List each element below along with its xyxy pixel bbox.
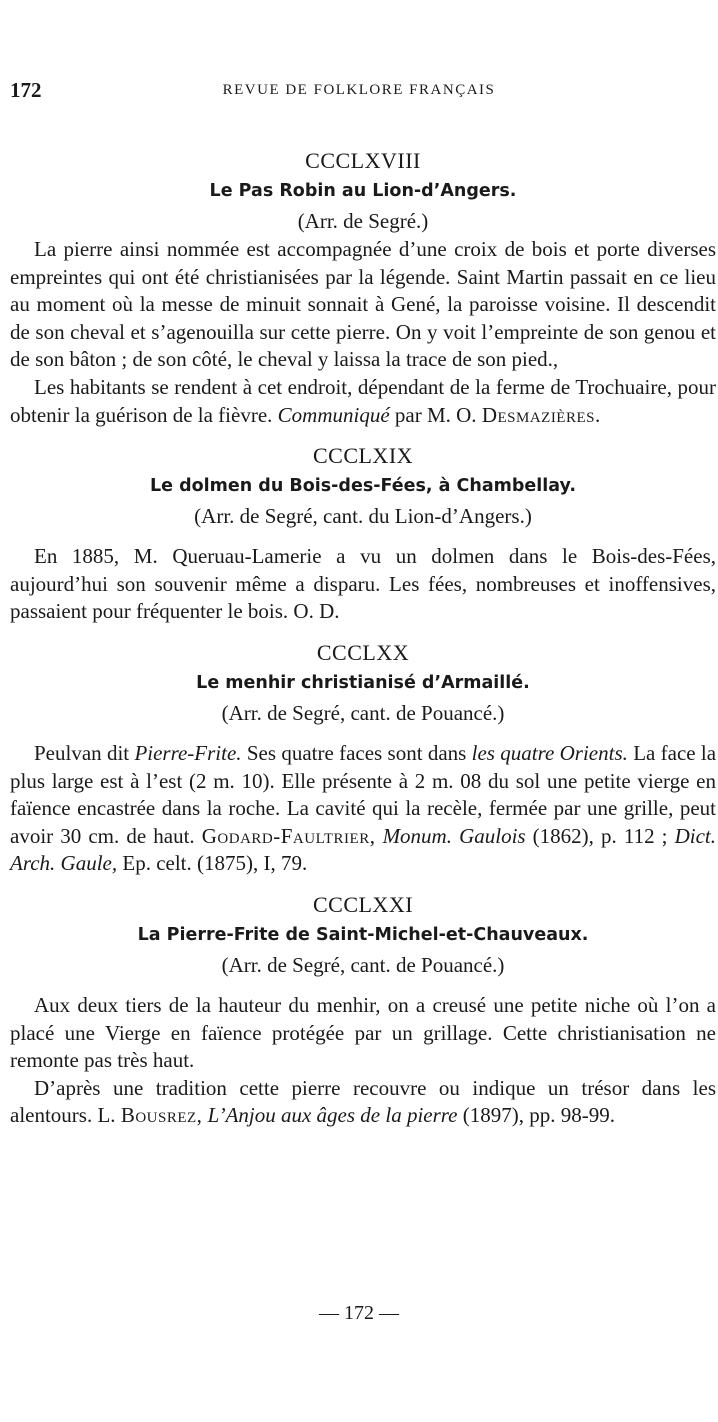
paragraph: La pierre ainsi nommée est accompagnée d’une croix de bois et porte diverses empreintes qui ont été christianisées par la légende. Saint Martin passait en ce lieu au moment où la messe de minuit sonnait à Gené, la paroisse voisine. Il descendit de son cheval et s’agenouilla sur cette pierre. On y voit l’empreinte de son genou et de son bâton ; de son côté, le cheval y laissa la trace de son pied., bbox=[10, 237, 716, 372]
author-name: Desmazières. bbox=[481, 402, 601, 427]
section-title: Le Pas Robin au Lion-d’Angers. bbox=[209, 181, 517, 201]
page-header bbox=[10, 78, 708, 108]
text-run: (1897), pp. 98-99. bbox=[462, 1103, 615, 1128]
paragraph bbox=[10, 740, 716, 878]
section-ccclxviii bbox=[10, 146, 716, 429]
section-location: (Arr. de Segré, cant. du Lion-d’Angers.) bbox=[194, 504, 532, 529]
section-ccclxx bbox=[10, 638, 716, 878]
section-ccclxix bbox=[10, 441, 716, 626]
italic-run: Pierre-Frite. bbox=[134, 740, 242, 765]
italic-run: Monum. Gaulois bbox=[382, 823, 526, 848]
text-run: La face la plus large est à l’est (2 m. 10). Elle présente à 2 m. 08 du sol une petite vierge en faïence encastrée dans la roche. La cavité qui la recèle, fermée par une grille, peut avoir 30 cm. de haut. bbox=[10, 740, 717, 848]
author-name: Godard-Faultrier, bbox=[201, 823, 376, 848]
section-location: (Arr. de Segré, cant. de Pouancé.) bbox=[221, 700, 505, 725]
text-run: Peulvan dit bbox=[34, 740, 130, 765]
page-body bbox=[10, 146, 716, 1130]
section-title: Le dolmen du Bois-des-Fées, à Chambellay. bbox=[149, 476, 576, 497]
page-number: 172 bbox=[10, 78, 42, 102]
section-title: Le menhir christianisé d’Armaillé. bbox=[196, 672, 530, 693]
page-folio: — 172 — bbox=[319, 1302, 399, 1324]
section-title: La Pierre-Frite de Saint-Michel-et-Chauveaux. bbox=[137, 924, 589, 945]
paragraph: En 1885, M. Queruau-Lamerie a vu un dolmen dans le Bois-des-Fées, aujourd’hui son souvenir même a disparu. Les fées, nombreuses et inoffensives, passaient pour fréquenter le bois. O. D. bbox=[10, 544, 716, 624]
section-number: CCCLXX bbox=[316, 639, 410, 665]
italic-run: Dict. Arch. Gaule, bbox=[10, 823, 716, 876]
section-location: (Arr. de Segré.) bbox=[297, 209, 429, 233]
section-location: (Arr. de Segré, cant. de Pouancé.) bbox=[221, 952, 505, 977]
paragraph bbox=[10, 374, 716, 429]
communique-text: Communiqué bbox=[277, 402, 390, 427]
author-name: Bousrez, bbox=[120, 1103, 203, 1128]
section-number: CCCLXXI bbox=[312, 891, 414, 917]
paragraph bbox=[10, 1075, 716, 1130]
section-ccclxxi bbox=[10, 890, 716, 1130]
section-number: CCCLXVIII bbox=[305, 148, 421, 173]
paragraph-text: Les habitants se rendent à cet endroit, dépendant de la ferme de Trochuaire, pour obtenir la guérison de la fièvre. bbox=[10, 374, 716, 427]
italic-run: les quatre Orients. bbox=[471, 740, 628, 765]
italic-run: L’Anjou aux âges de la pierre bbox=[207, 1103, 458, 1128]
text-run: (1862), p. 112 ; bbox=[532, 823, 668, 848]
paragraph: Aux deux tiers de la hauteur du menhir, on a creusé une petite niche où l’on a placé une Vierge en faïence protégée par un grillage. Cette christianisation ne remonte pas très haut. bbox=[10, 992, 716, 1073]
text-run: Ses quatre faces sont dans bbox=[246, 740, 467, 765]
text-run: Ep. celt. (1875), I, 79. bbox=[122, 851, 308, 876]
text-run: D’après une tradition cette pierre recouvre ou indique un trésor dans les alentours. L. bbox=[10, 1075, 716, 1128]
attribution-text: par M. O. bbox=[394, 402, 477, 427]
section-number: CCCLXIX bbox=[312, 443, 414, 469]
running-title: REVUE DE FOLKLORE FRANÇAIS bbox=[222, 82, 496, 98]
